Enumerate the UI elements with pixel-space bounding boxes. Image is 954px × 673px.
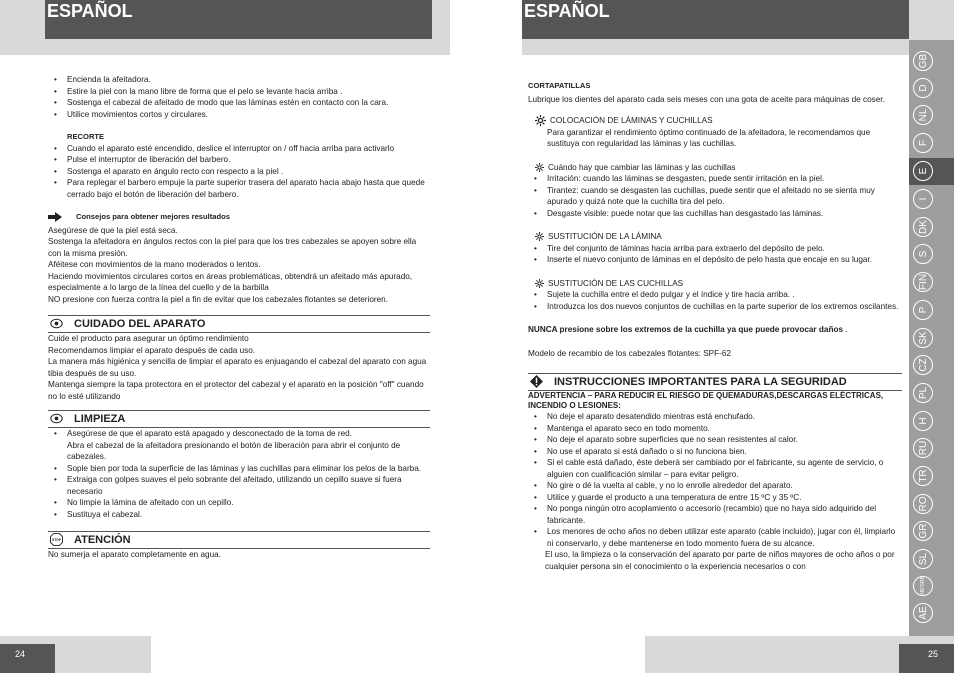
section-title: CUIDADO DEL APARATO (74, 318, 206, 330)
list-item: • Los menores de ocho años no deben utilizar este aparato (cable incluido), jugar con él, limpiarlo ni conservarlo, y debe mantenerse en todo momento fuera de su alcance. (528, 526, 902, 549)
list-item: • Asegúrese de que el aparato está apagado y desconectado de la toma de red. Abra el cabezal de la afeitadora presionando el botón de liberación para abrir el conjunto de cabezales. (48, 428, 430, 463)
list-item: • Cuando el aparato esté encendido, deslice el interruptor on / off hacia arriba para activarlo (48, 143, 430, 155)
tips-text (48, 225, 430, 306)
lang-tab-fin[interactable]: FIN (913, 272, 933, 292)
seguridad-list (528, 411, 902, 549)
tips-line: Haciendo movimientos circulares cortos en áreas problemáticas, obtendrá un afeitado más apurado, especialmente a lo largo de la línea del cuello y de la barbilla (48, 271, 413, 292)
lang-tab-f[interactable]: F (913, 133, 933, 153)
sust-cuchillas-heading (528, 278, 902, 290)
lang-tab-p[interactable]: P (913, 300, 933, 320)
list-item: • Sustituya el cabezal. (48, 509, 430, 521)
list-item: • Mantenga el aparato seco en todo momento. (528, 423, 902, 435)
gear-icon (535, 232, 544, 241)
list-item: • Sujete la cuchilla entre el dedo pulgar y el índice y tire hacia arriba. . (528, 289, 902, 301)
list-item: • No use el aparato si está dañado o si no funciona bien. (528, 446, 902, 458)
lang-tab-ae[interactable]: AE (913, 603, 933, 623)
lang-tab-dk[interactable]: DK (913, 217, 933, 237)
list-continuation: Abra el cabezal de la afeitadora presionando el botón de liberación para abrir el conjunto de cabezales. (67, 440, 401, 461)
section-title: ATENCIÓN (74, 534, 131, 546)
gear-icon (535, 279, 544, 288)
cuidado-line: La manera más higiénica y sencilla de limpiar el aparato es enjuagando el cabezal del aparato con agua tibia después de su uso. (48, 357, 427, 378)
lang-tab-h[interactable]: H (913, 411, 933, 431)
list-item: • Pulse el interruptor de liberación del barbero. (48, 154, 430, 166)
cortapatillas-text: Lubrique los dientes del aparato cada seis meses con una gota de aceite para máquinas de coser. (528, 94, 885, 104)
sust-lamina-title: SUSTITUCIÓN DE LA LÁMINA (548, 232, 662, 241)
list-item: • No gire o dé la vuelta al cable, y no lo enrolle alrededor del aparato. (528, 480, 902, 492)
cuidado-line: Recomendamos limpiar el aparato después de cada uso. (48, 345, 256, 355)
lang-tab-s[interactable]: S (913, 244, 933, 264)
section-atencion (48, 531, 430, 549)
page-header-left: ESPAÑOL (45, 0, 432, 39)
eye-icon (50, 318, 63, 329)
recorte-title: RECORTE (67, 132, 105, 141)
page-number-box-right (899, 644, 954, 673)
lang-tab-pl[interactable]: PL (913, 383, 933, 403)
colocacion-title: COLOCACIÓN DE LÁMINAS Y CUCHILLAS (550, 116, 713, 125)
page-number: 24 (15, 649, 26, 659)
nunca-warning: NUNCA presione sobre los extremos de la cuchilla ya que puede provocar daños . (528, 325, 848, 334)
atencion-text: No sumerja el aparato completamente en agua. (48, 550, 221, 559)
right-column (528, 80, 902, 572)
list-item: • Inserte el nuevo conjunto de láminas en el depósito de pelo hasta que encaje en su lugar. (528, 254, 902, 266)
colocacion-text: Para garantizar el rendimiento óptimo continuado de la afeitadora, le recomendamos que sustituya con regularidad las láminas y las cuchillas. (547, 127, 871, 148)
cuando-list (528, 173, 902, 219)
cuidado-line: Cuide el producto para asegurar un óptimo rendimiento (48, 334, 249, 343)
eye-icon (50, 413, 63, 424)
stop-icon (50, 533, 63, 546)
list-item: • Utilice movimientos cortos y circulares. (48, 109, 430, 121)
lang-tab-gr[interactable]: GR (913, 521, 933, 541)
lang-tab-i[interactable]: I (913, 189, 933, 209)
lang-tab-sk[interactable]: SK (913, 328, 933, 348)
list-item: • Sostenga el aparato en ángulo recto con respecto a la piel . (48, 166, 430, 178)
cortapatillas-title: CORTAPATILLAS (528, 81, 591, 90)
lang-tab-ru[interactable]: RU (913, 438, 933, 458)
modelo-text: Modelo de recambio de los cabezales flotantes: SPF-62 (528, 348, 731, 358)
page-header-right: ESPAÑOL (522, 0, 909, 39)
list-item: • No deje el aparato desatendido mientras está enchufado. (528, 411, 902, 423)
list-item: • No ponga ningún otro acoplamiento o accesorio (recambio) que no haya sido adquirido del fabricante. (528, 503, 902, 526)
sust-lamina-heading (528, 231, 902, 243)
lang-tab-d[interactable]: D (913, 78, 933, 98)
cuidado-line: Mantenga siempre la tapa protectora en el protector del cabezal y el aparato en la posición "off" cuando no lo esté utilizando (48, 380, 424, 401)
section-cuidado (48, 315, 430, 333)
list-item: • Desgaste visible: puede notar que las cuchillas han desgastado las láminas. (528, 208, 902, 220)
lang-tab-sl[interactable]: SL (913, 549, 933, 569)
gear-icon (535, 163, 544, 172)
list-item: • Sostenga el cabezal de afeitado de modo que las láminas estén en contacto con la cara. (48, 97, 430, 109)
list-item: • Sople bien por toda la superficie de las láminas y las cuchillas para eliminar los pelos de la barba. (48, 463, 430, 475)
sust-cuchillas-list (528, 289, 902, 312)
arrow-right-icon (48, 212, 62, 222)
svg-text:STOP: STOP (51, 538, 62, 543)
list-item: • Estire la piel con la mano libre de forma que el pelo se levante hacia arriba . (48, 86, 430, 98)
tips-line: Aféitese con movimientos de la mano moderados o lentos. (48, 260, 261, 269)
list-item: • Si el cable está dañado, éste deberá ser cambiado por el fabricante, su agente de servicio, o alguien con cualificación similar – para evitar peligro. (528, 457, 902, 480)
list-item: • Tire del conjunto de láminas hacia arriba para extraerlo del depósito de pelo. (528, 243, 902, 255)
tips-line: Sostenga la afeitadora en ángulos rectos con la piel para que los tres cabezales se apoyen sobre ella con la misma presión. (48, 237, 417, 258)
tips-heading (48, 211, 430, 223)
recorte-list (48, 143, 430, 201)
gear-icon (535, 115, 546, 126)
lang-tab-ro[interactable]: RO (913, 494, 933, 514)
list-item: • Encienda la afeitadora. (48, 74, 430, 86)
section-seguridad (528, 373, 902, 391)
cuando-heading (528, 162, 902, 174)
list-item: • Utilice y guarde el producto a una temperatura de entre 15 ºC y 35 ºC. (528, 492, 902, 504)
sust-cuchillas-title: SUSTITUCIÓN DE LAS CUCHILLAS (548, 278, 684, 288)
lang-tab-cz[interactable]: CZ (913, 355, 933, 375)
intro-list (48, 74, 430, 120)
section-title: LIMPIEZA (74, 413, 126, 425)
warning-icon (530, 375, 543, 388)
left-column (48, 74, 430, 561)
lang-tab-gb[interactable]: GB (913, 51, 933, 71)
tips-line: NO presione con fuerza contra la piel a fin de evitar que los cabezales flotantes se deterioren. (48, 294, 388, 304)
sust-lamina-list (528, 243, 902, 266)
list-item: • Extraiga con golpes suaves el pelo sobrante del afeitado, utilizando un cepillo suave si fuera necesario (48, 474, 430, 497)
list-item: • No limpie la lámina de afeitado con un cepillo. (48, 497, 430, 509)
section-limpieza (48, 410, 430, 428)
list-item: • No deje el aparato sobre superficies que no sean resistentes al calor. (528, 434, 902, 446)
cuando-title: Cuándo hay que cambiar las láminas y las cuchillas (548, 162, 736, 172)
list-item: • Tirantez: cuando se desgasten las cuchillas, puede sentir que el afeitado no se sienta muy apurado y quizá note que la cuchilla tira del pelo. (528, 185, 902, 208)
section-title: INSTRUCCIONES IMPORTANTES PARA LA SEGURIDAD (554, 376, 847, 388)
advertencia: ADVERTENCIA – PARA REDUCIR EL RIESGO DE QUEMADURAS,DESCARGAS ELÉCTRICAS, INCENDIO O LESIONES: (528, 391, 884, 410)
page-number-box-left (0, 644, 55, 673)
page-number: 25 (928, 649, 939, 659)
cuidado-text (48, 333, 430, 402)
limpieza-list (48, 428, 430, 520)
lang-tab-e[interactable]: E (913, 161, 933, 181)
tips-title: Consejos para obtener mejores resultados (76, 212, 231, 221)
list-item: • Irritación: cuando las láminas se desgasten, puede sentir irritación en la piel. (528, 173, 902, 185)
lang-tab-tr[interactable]: TR (913, 466, 933, 486)
list-item: • Para replegar el barbero empuje la parte superior trasera del aparato hacia abajo hasta que quede cerrado bajo el botón de liberación del barbero. (48, 177, 430, 200)
colocacion-heading (528, 115, 902, 127)
lang-tab-nl[interactable]: NL (913, 105, 933, 125)
list-item: • Introduzca los dos nuevos conjuntos de cuchillas en la parte superior de los extremos oscilantes. (528, 301, 902, 313)
seguridad-tail: El uso, la limpieza o la conservación del aparato por parte de niños mayores de ocho años o por cualquier persona sin el conocimiento o la experiencia necesarios o con (545, 550, 895, 571)
tips-line: Asegúrese de que la piel está seca. (48, 225, 178, 235)
lang-tab-hr-srb[interactable]: HR/SRB (913, 576, 933, 596)
